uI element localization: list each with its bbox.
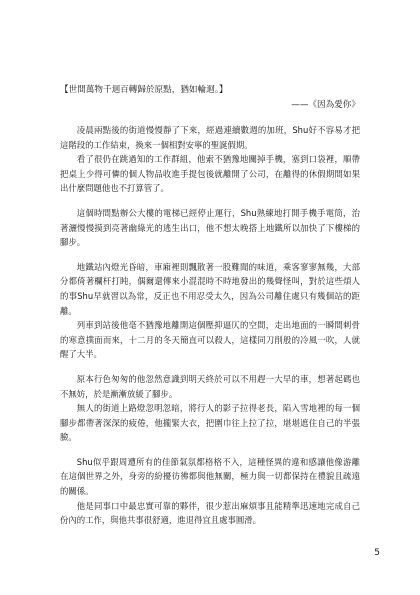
paragraph: 看了很仍在跳過知的工作群組，他索不猶豫地關掉手機，塞到口袋裡，順帶把桌上少得可憐的個人物品收進手提包後就離開了公司，在離得的休假期間如果出什麼問題他也不打算管了。 — [60, 154, 360, 194]
paragraph: 原本行色匆匆的他忽然意識到明天終於可以不用趕一大早的車，想著起碼也不無妨，於是漸漸放緩了腳步。 — [60, 373, 360, 399]
paragraph: 無人的街道上路燈忽明忽暗，將行人的影子拉得老長，陷入雪地裡的每一個腳步都帶著深深的疲倦，他攏緊大衣，把圍巾往上拉了拉，堪堪遮住自己的半張臉。 — [60, 403, 360, 443]
paragraph: 地鐵站內燈光昏暗，車廂裡則飄散著一股難聞的味道，乘客寥寥無幾，大部分都倚著欄杆打盹，偶爾還傳來小混混時不時地發出的幾聲怪叫，對於這些煩人的事Shu早就習以為常，反正也不用忍受太久，因為公司離住處只有幾個站的距離。 — [60, 261, 360, 316]
paragraph: 凌晨兩點後的街道慢慢靜了下來，經過連續數週的加班，Shu好不容易才把這階段的工作結束，換來一個相對安寧的聖誕假期。 — [60, 125, 360, 150]
paragraph: 列車到站後他毫不猶豫地離開這個壓抑逼仄的空間，走出地面的一瞬間刺骨的寒意撲面而來，十二月的冬天簡直可以殺人，這樣同刀削般的冷風一吹，人就醒了大半。 — [60, 320, 360, 360]
paragraph: Shu似乎跟周遭所有的佳節氣氛都格格不入，這種怪異的違和感讓他像游離在這個世界之外，身旁的紛擾彷彿都與他無關，極力與一切都保持在禮貌且疏遠的關係。 — [60, 456, 360, 497]
paragraph: 他是同事口中最忠實可靠的夥伴，很少惹出麻煩事且能精準迅速地完成自己份內的工作，與他共事很舒適，進退得宜且處事圓滑。 — [60, 500, 360, 526]
epigraph-quote: 【世間萬物千迴百轉歸於原點，猶如輪迴。】 — [60, 85, 228, 95]
page-number: 5 — [374, 548, 380, 558]
epigraph-source: ——《因為愛你》 — [291, 100, 360, 110]
body-text — [60, 123, 360, 528]
paragraph: 這個時間點辦公大樓的電梯已經停止運行，Shu熟練地打開手機手電筒，治著灑慢慢摸到亮著幽綠光的逃生出口，他不想太晚搭上地鐵所以加快了下樓梯的腳步。 — [60, 207, 360, 248]
epigraph — [60, 83, 360, 112]
